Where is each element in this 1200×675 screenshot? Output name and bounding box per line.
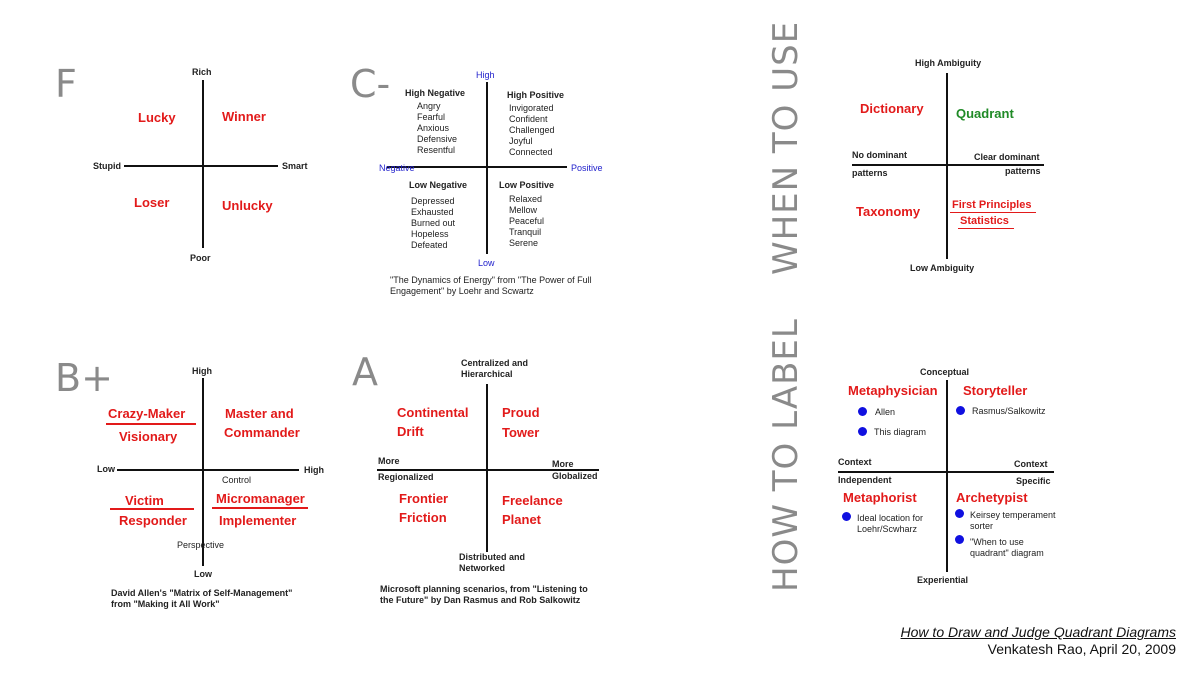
b-tl-crazy-maker: Crazy-Maker [108, 406, 186, 421]
how-br-item-2: "When to use quadrant" diagram [970, 537, 1044, 558]
a-bottom-label-1: Distributed and [459, 552, 526, 562]
f-vertical-axis [202, 80, 204, 248]
when-bl-taxonomy: Taxonomy [856, 204, 921, 219]
b-left-label: Low [97, 464, 115, 474]
f-top-label: Rich [192, 67, 212, 77]
f-bottom-label: Poor [190, 253, 211, 263]
c-left-label: Negative [379, 163, 415, 173]
c-bl-items: Depressed Exhausted Burned out Hopeless Defeated [411, 196, 456, 250]
a-top-label-1: Centralized and [461, 358, 529, 368]
how-tr-storyteller: Storyteller [963, 383, 1028, 398]
f-right-label: Smart [282, 161, 308, 171]
credit-author: Venkatesh Rao, April 20, 2009 [987, 641, 1176, 657]
when-right-label-1: Clear dominant [974, 152, 1040, 162]
c-bottom-label: Low [478, 258, 495, 268]
how-right-label-1: Context [1014, 459, 1048, 469]
c-br-title: Low Positive [499, 180, 555, 190]
f-horizontal-axis [124, 165, 278, 167]
b-top-label: High [192, 366, 212, 376]
f-quadrant-unlucky: Unlucky [222, 198, 273, 213]
b-tr-master: Master and [225, 406, 294, 421]
when-br-first-principles: First Principles [952, 199, 1032, 211]
when-br-divider [950, 212, 1036, 213]
b-bl-responder: Responder [119, 513, 187, 528]
b-bottom-label: Low [194, 569, 212, 579]
f-left-label: Stupid [93, 161, 121, 171]
how-br-bullet-icon-1 [955, 509, 964, 518]
grade-c: C- [350, 62, 391, 106]
how-bottom-label: Experiential [917, 575, 969, 585]
a-left-label-2: Regionalized [378, 472, 434, 482]
how-bl-bullet-icon-1 [842, 512, 851, 521]
b-caption-line-1: David Allen's "Matrix of Self-Management" [111, 588, 293, 598]
c-caption-line-2: Engagement" by Loehr and Scwartz [390, 286, 534, 296]
when-br-underline [958, 228, 1014, 229]
when-bottom-label: Low Ambiguity [910, 263, 975, 273]
f-quadrant-lucky: Lucky [138, 110, 176, 125]
a-bottom-label-2: Networked [459, 563, 506, 573]
how-br-bullet-icon-2 [955, 535, 964, 544]
b-br-divider [212, 507, 308, 509]
how-tr-item-1: Rasmus/Salkowitz [972, 406, 1046, 416]
c-tr-title: High Positive [507, 90, 565, 100]
when-tr-quadrant: Quadrant [956, 106, 1014, 121]
a-bl-frontier: Frontier [399, 491, 449, 506]
when-br-statistics: Statistics [960, 215, 1009, 227]
c-br-items: Relaxed Mellow Peaceful Tranquil Serene [509, 194, 545, 248]
when-left-label-2: patterns [852, 168, 888, 178]
when-vertical-axis [946, 73, 948, 259]
how-right-label-2: Specific [1016, 476, 1051, 486]
how-br-archetypist: Archetypist [956, 490, 1028, 505]
b-right-label: High [304, 465, 324, 475]
how-tl-item-2: This diagram [874, 427, 927, 437]
c-bl-title: Low Negative [409, 180, 468, 190]
a-tl-drift: Drift [397, 424, 424, 439]
credit-title: How to Draw and Judge Quadrant Diagrams [900, 624, 1176, 640]
when-left-label-1: No dominant [852, 150, 907, 160]
b-bl-divider [110, 508, 194, 510]
a-bl-friction: Friction [399, 510, 447, 525]
b-tl-divider [106, 423, 196, 425]
when-right-label-2: patterns [1005, 166, 1041, 176]
how-tl-bullet-icon-2 [858, 427, 867, 436]
how-bl-metaphorist: Metaphorist [843, 490, 917, 505]
f-quadrant-loser: Loser [134, 195, 170, 210]
grade-a: A [352, 350, 378, 394]
b-tl-visionary: Visionary [119, 429, 178, 444]
a-tr-tower: Tower [502, 425, 540, 440]
when-top-label: High Ambiguity [915, 58, 982, 68]
a-br-planet: Planet [502, 512, 542, 527]
how-tl-item-1: Allen [875, 407, 896, 417]
c-tr-items: Invigorated Confident Challenged Joyful Connected [509, 103, 555, 157]
how-tl-bullet-icon-1 [858, 407, 867, 416]
how-horizontal-axis [838, 471, 1054, 473]
b-caption-line-2: from "Making it All Work" [111, 599, 220, 609]
when-tl-dictionary: Dictionary [860, 101, 924, 116]
b-tr-commander: Commander [224, 425, 300, 440]
f-quadrant-winner: Winner [222, 109, 266, 124]
b-br-implementer: Implementer [219, 513, 297, 528]
a-right-label-2: Globalized [552, 471, 598, 481]
how-left-label-1: Context [838, 457, 872, 467]
c-caption-line-1: "The Dynamics of Energy" from "The Power of Full [390, 275, 592, 285]
how-top-label: Conceptual [920, 367, 970, 377]
side-label-when-to-use: WHEN TO USE [766, 20, 806, 275]
how-left-label-2: Independent [838, 475, 892, 485]
a-vertical-axis [486, 384, 488, 552]
b-br-micromanager: Micromanager [216, 491, 305, 506]
b-x-axis-name: Control [222, 475, 252, 485]
a-tl-continental: Continental [397, 405, 469, 420]
b-horizontal-axis [117, 469, 299, 471]
b-bl-victim: Victim [125, 493, 164, 508]
how-vertical-axis [946, 380, 948, 572]
c-tl-title: High Negative [405, 88, 466, 98]
how-bl-item-1: Ideal location for Loehr/Scwharz [857, 513, 924, 534]
a-caption-line-1: Microsoft planning scenarios, from "Listening to [380, 584, 588, 594]
c-right-label: Positive [571, 163, 603, 173]
a-top-label-2: Hierarchical [461, 369, 513, 379]
side-label-how-to-label: HOW TO LABEL [766, 318, 806, 592]
b-vertical-axis [202, 378, 204, 566]
c-tl-items: Angry Fearful Anxious Defensive Resentful [417, 101, 458, 155]
a-right-label-1: More [552, 459, 574, 469]
grade-b: B+ [55, 356, 113, 400]
a-br-freelance: Freelance [502, 493, 563, 508]
c-top-label: High [476, 70, 495, 80]
grade-f: F [55, 62, 77, 106]
c-vertical-axis [486, 82, 488, 254]
a-left-label-1: More [378, 456, 400, 466]
how-br-item-1: Keirsey temperament sorter [970, 510, 1056, 531]
b-y-axis-name: Perspective [177, 540, 225, 550]
how-tl-metaphysician: Metaphysician [848, 383, 938, 398]
a-caption-line-2: the Future" by Dan Rasmus and Rob Salkowitz [380, 595, 581, 605]
a-tr-proud: Proud [502, 405, 540, 420]
how-tr-bullet-icon-1 [956, 406, 965, 415]
